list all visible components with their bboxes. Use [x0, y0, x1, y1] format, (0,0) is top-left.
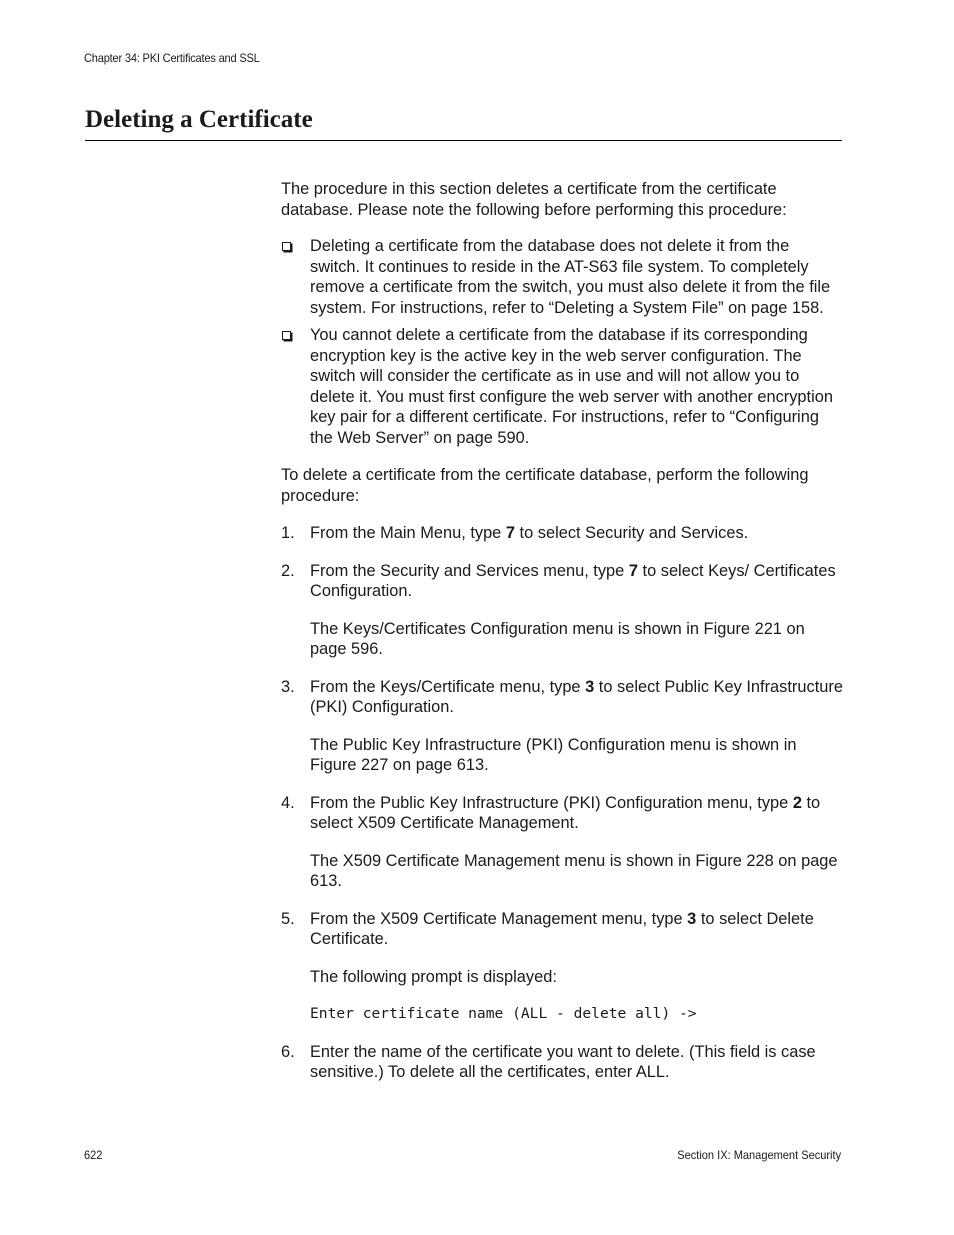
page-title: Deleting a Certificate	[85, 106, 313, 133]
step-number: 3.	[281, 677, 295, 696]
command-prompt: Enter certificate name (ALL - delete all) ->	[310, 1005, 697, 1022]
footer-section-name: Section IX: Management Security	[677, 1148, 841, 1162]
page-number: 622	[84, 1148, 103, 1162]
step-number: 4.	[281, 793, 295, 812]
title-rule	[85, 140, 842, 141]
step-text: to select Public Key Infrastructure (PKI) Configuration.	[310, 677, 843, 716]
intro-paragraph: The procedure in this section deletes a certificate from the certificate database. Please note the following before performing this procedure:	[281, 180, 787, 219]
main-content	[281, 179, 843, 1100]
step-key: 7	[628, 561, 638, 580]
note-text: You cannot delete a certificate from the database if its corresponding encryption key is the active key in the web server configuration. The switch will consider the certificate as in use and will not allow you to delete it. You must first configure the web server with another encryption key pair for a different certificate. For instructions, refer to “Configuring the Web Server” on page 590.	[310, 326, 833, 447]
step-note: The X509 Certificate Management menu is shown in Figure 228 on page 613.	[310, 851, 838, 890]
step-number: 1.	[281, 524, 295, 542]
checkbox-bullet-icon	[282, 331, 291, 340]
step-text: Enter the name of the certificate you want to delete. (This field is case sensitive.) To delete all the certificates, enter ALL.	[310, 1042, 816, 1081]
step-text: From the Main Menu, type	[310, 524, 506, 542]
procedure-steps	[281, 523, 843, 1083]
step-number: 6.	[281, 1042, 295, 1061]
step-item	[281, 677, 843, 776]
step-number: 5.	[281, 909, 295, 928]
step-item	[281, 523, 843, 544]
step-item	[281, 793, 843, 892]
step-key: 7	[505, 524, 515, 542]
note-text: Deleting a certificate from the database does not delete it from the switch. It continues to reside in the AT-S63 file system. To completely remove a certificate from the switch, you must also delete it from the file system. For instructions, refer to “Deleting a System File” on page 158.	[310, 237, 831, 317]
step-number: 2.	[281, 561, 295, 580]
list-item	[281, 325, 843, 448]
step-text: From the Public Key Infrastructure (PKI) Configuration menu, type	[310, 793, 793, 812]
running-head: Chapter 34: PKI Certificates and SSL	[84, 51, 260, 65]
step-text: From the X509 Certificate Management menu, type	[310, 909, 688, 928]
step-text: to select Keys/ Certificates Configuration.	[310, 561, 836, 600]
step-note: The Keys/Certificates Configuration menu is shown in Figure 221 on page 596.	[310, 619, 805, 658]
list-item	[281, 236, 843, 318]
step-key: 3	[687, 909, 697, 928]
step-note: The Public Key Infrastructure (PKI) Configuration menu is shown in Figure 227 on page 613.	[310, 735, 797, 774]
step-text: to select Security and Services.	[514, 524, 749, 542]
step-item	[281, 1042, 843, 1083]
step-text: to select Delete Certificate.	[310, 909, 814, 948]
notes-list	[281, 236, 843, 448]
procedure-intro: To delete a certificate from the certificate database, perform the following procedure:	[281, 466, 809, 505]
step-text: From the Keys/Certificate menu, type	[310, 677, 586, 696]
step-item	[281, 561, 843, 660]
step-key: 2	[792, 793, 802, 812]
checkbox-bullet-icon	[282, 242, 291, 251]
step-key: 3	[585, 677, 595, 696]
step-text: to select X509 Certificate Management.	[310, 793, 821, 832]
step-item	[281, 909, 843, 1025]
step-note: The following prompt is displayed:	[310, 967, 557, 986]
step-text: From the Security and Services menu, type	[310, 561, 629, 580]
